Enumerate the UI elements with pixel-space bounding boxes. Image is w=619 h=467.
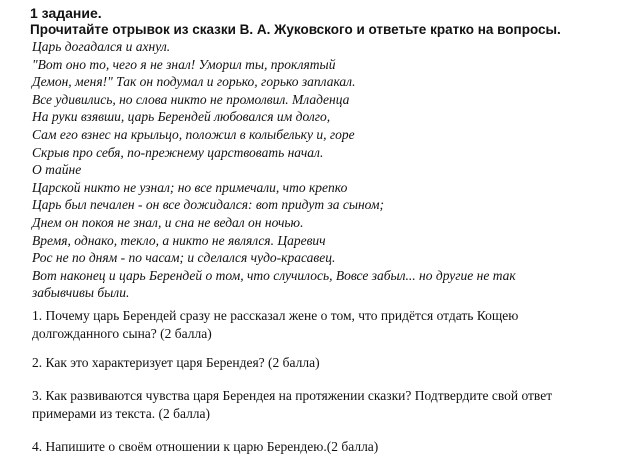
question-3	[32, 387, 552, 423]
question-4-line: 4. Напишите о своём отношении к царю Берендею.(2 балла)	[32, 439, 379, 454]
question-4	[32, 438, 378, 456]
poem-line: О тайне	[32, 162, 82, 178]
poem-line: Царь догадался и ахнул.	[32, 39, 171, 54]
question-2	[32, 354, 320, 372]
poem-line: На руки взявши, царь Берендей любовался им долго,	[32, 109, 331, 125]
poem-line: Демон, меня!" Так он подумал и горько, горько заплакал.	[32, 74, 356, 90]
question-1-line: 1. Почему царь Берендей сразу не рассказал жене о том, что придётся отдать Кощею	[32, 308, 519, 323]
poem-line: Царской никто не узнал; но все примечали, что крепко	[32, 179, 348, 195]
question-1-line: долгожданного сына? (2 балла)	[32, 326, 212, 341]
poem-line: забывчивы были.	[32, 285, 130, 301]
poem-line: Царь был печален - он все дожидался: вот придут за сыном;	[32, 197, 385, 213]
poem-line: Рос не по дням - по часам; и сделался чудо-красавец.	[32, 250, 336, 266]
poem-line: "Вот оно то, чего я не знал! Уморил ты, проклятый	[32, 56, 336, 72]
poem-line: Время, однако, текло, а никто не являлся. Царевич	[32, 232, 326, 248]
question-3-line: 3. Как развиваются чувства царя Берендея на протяжении сказки? Подтвердите свой ответ	[32, 388, 553, 403]
question-3-line: примерами из текста. (2 балла)	[32, 406, 211, 421]
poem-line: Сам его взнес на крыльцо, положил в колыбельку и, горе	[32, 126, 355, 142]
question-2-line: 2. Как это характеризует царя Берендея? (2 балла)	[32, 355, 320, 370]
poem-line: Скрыв про себя, по-прежнему царствовать начал.	[32, 144, 324, 160]
poem-excerpt	[32, 38, 516, 302]
task-instruction: Прочитайте отрывок из сказки В. А. Жуковского и ответьте кратко на вопросы.	[30, 22, 561, 37]
poem-line: Днем он покоя не знал, и сна не ведал он ночью.	[32, 214, 304, 230]
poem-line: Все удивились, но слова никто не промолвил. Младенца	[32, 91, 350, 107]
question-1	[32, 307, 518, 343]
poem-line: Вот наконец и царь Берендей о том, что случилось, Вовсе забыл... но другие не так	[32, 267, 516, 283]
task-number-heading: 1 задание.	[30, 5, 102, 21]
